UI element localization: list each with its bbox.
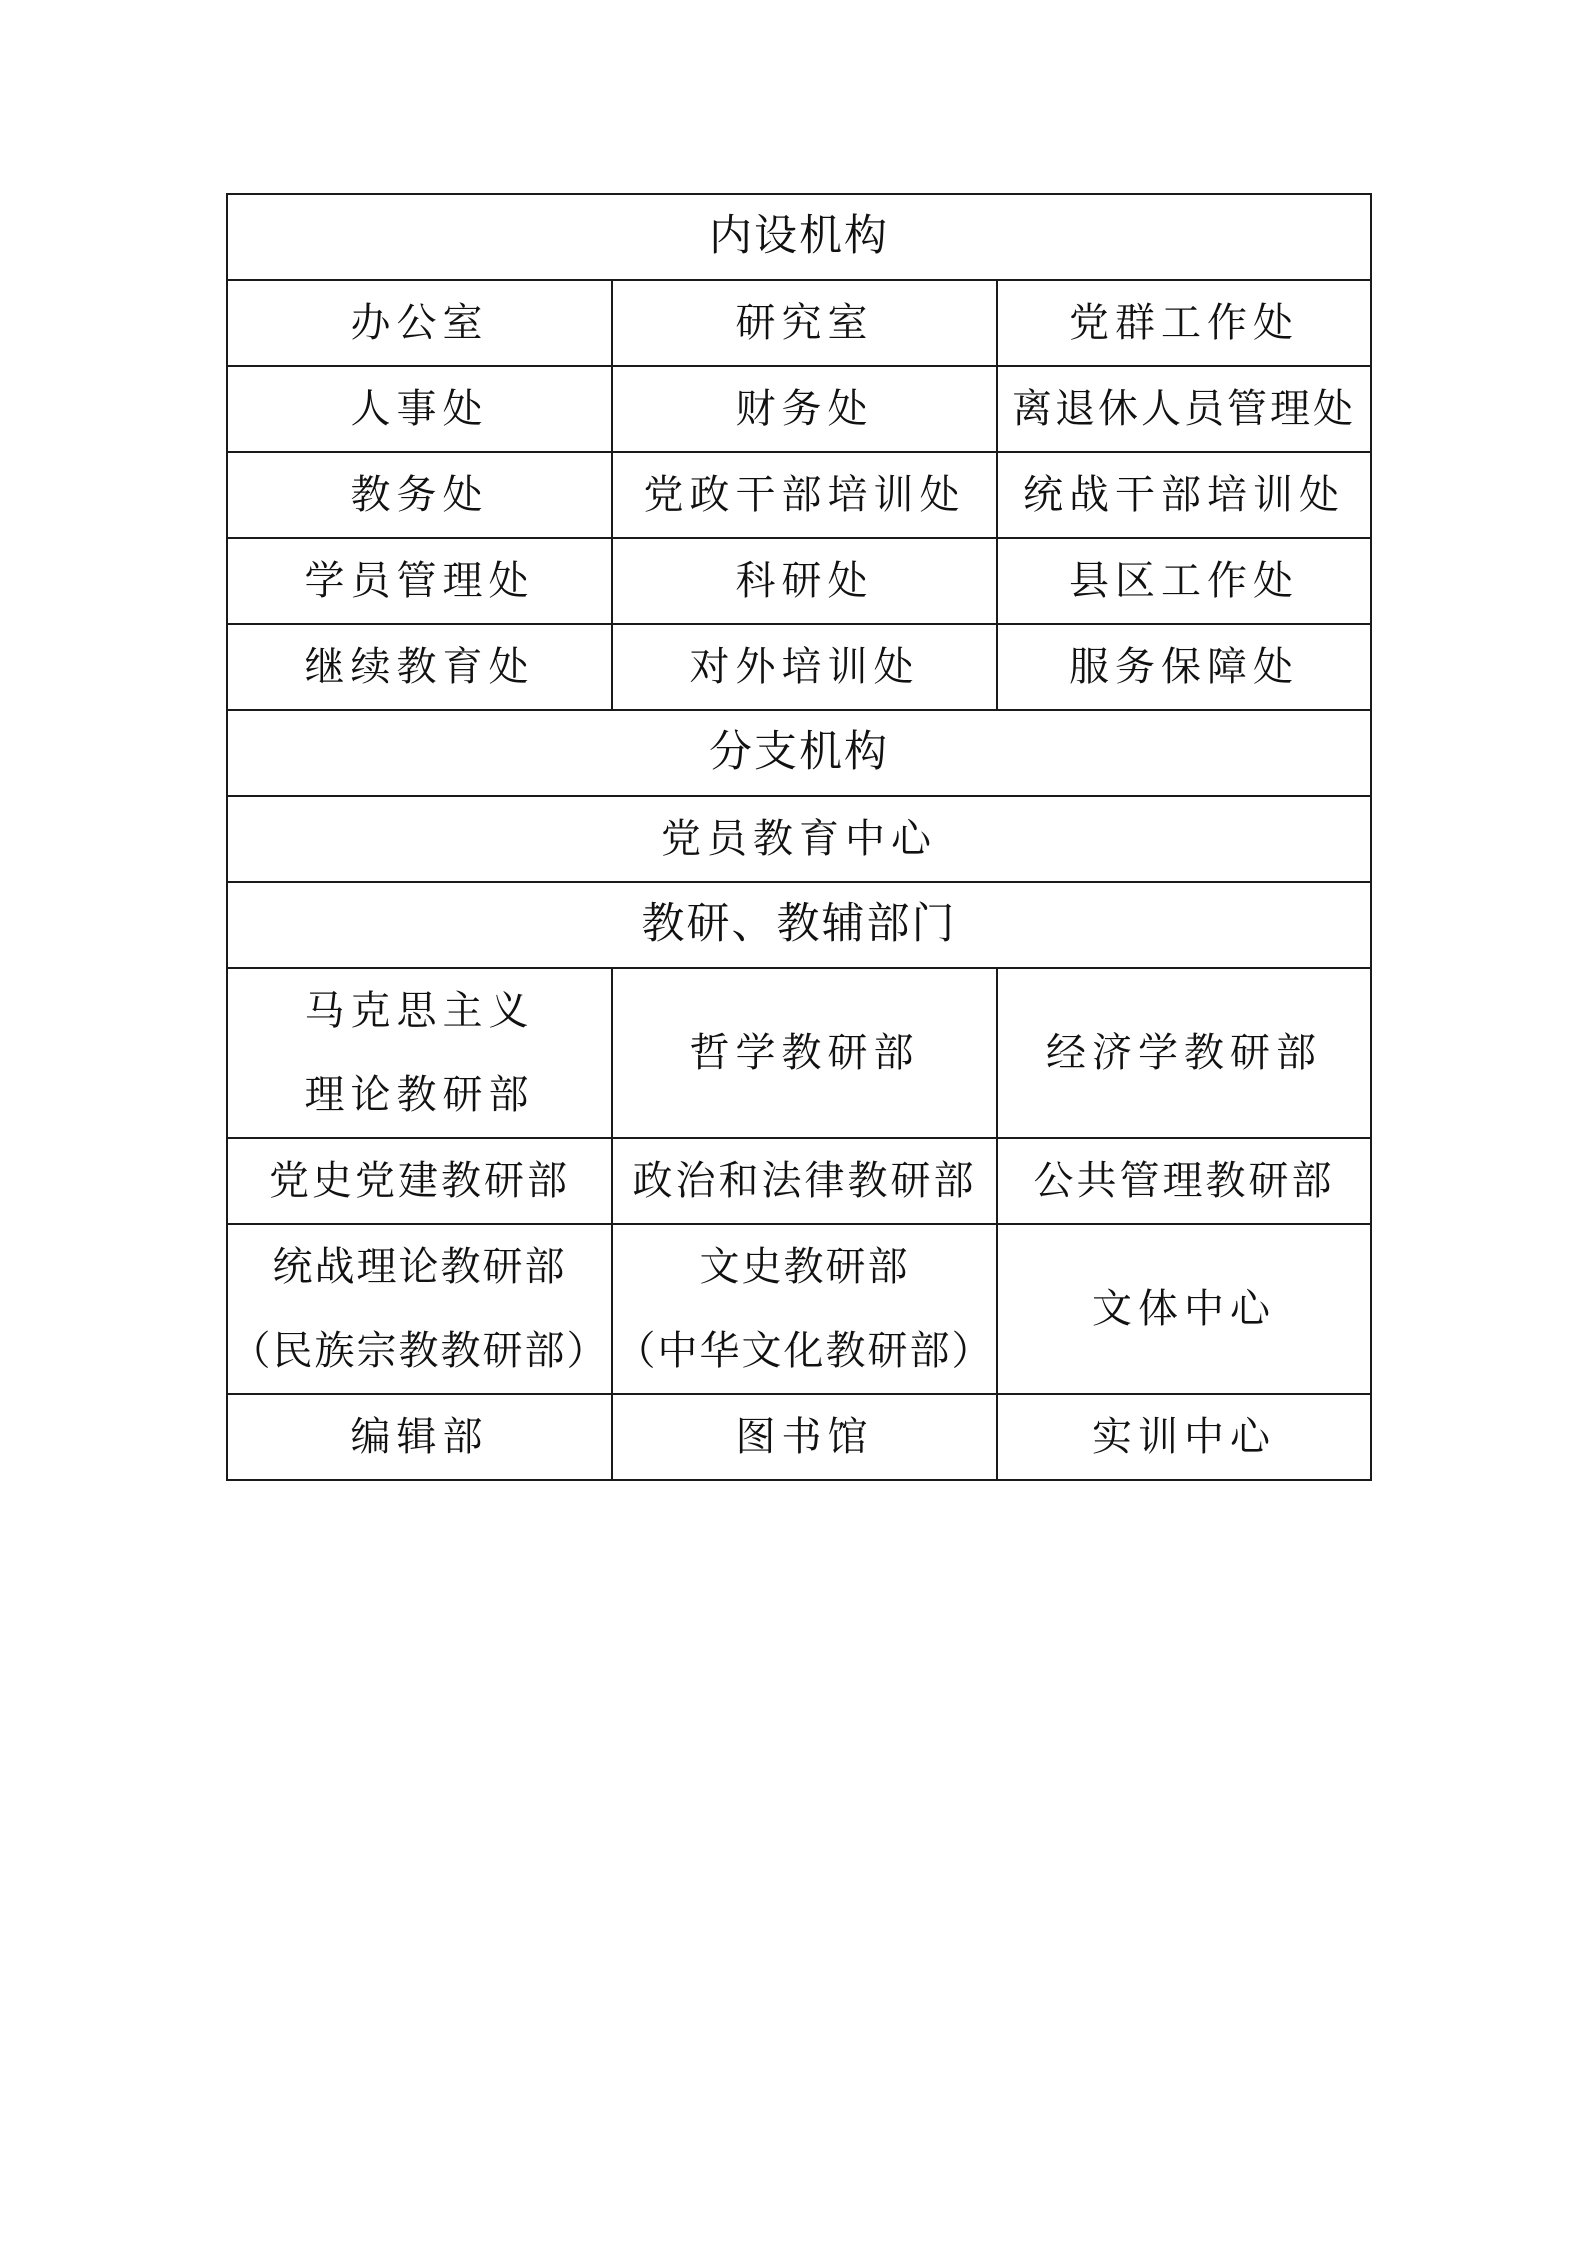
table-cell: 统战干部培训处	[997, 452, 1371, 538]
table-cell: 人事处	[227, 366, 612, 452]
cell-line: 统战理论教研部	[272, 1244, 567, 1290]
table-cell: 教务处	[227, 452, 612, 538]
table-cell: 县区工作处	[997, 538, 1371, 624]
table-cell: 对外培训处	[612, 624, 997, 710]
section-heading-teaching: 教研、教辅部门	[227, 882, 1371, 968]
table-cell: 党群工作处	[997, 280, 1371, 366]
section-heading-row	[227, 194, 1371, 280]
table-cell: 哲学教研部	[612, 968, 997, 1138]
table-cell: 编辑部	[227, 1394, 612, 1480]
table-cell	[612, 1224, 997, 1394]
section-heading-internal: 内设机构	[227, 194, 1371, 280]
section-heading-row	[227, 710, 1371, 796]
cell-line: 理论教研部	[304, 1072, 535, 1118]
table-row	[227, 452, 1371, 538]
table-row	[227, 1224, 1371, 1394]
table-row	[227, 968, 1371, 1138]
table-cell: 党政干部培训处	[612, 452, 997, 538]
table-row	[227, 366, 1371, 452]
table-cell: 服务保障处	[997, 624, 1371, 710]
table-cell: 党史党建教研部	[227, 1138, 612, 1224]
section-heading-branch: 分支机构	[227, 710, 1371, 796]
organization-table	[226, 193, 1372, 1481]
table-cell: 离退休人员管理处	[997, 366, 1371, 452]
cell-line: （民族宗教教研部）	[230, 1328, 609, 1374]
table-cell: 文体中心	[997, 1224, 1371, 1394]
table-cell: 财务处	[612, 366, 997, 452]
table-cell: 学员管理处	[227, 538, 612, 624]
table-cell: 继续教育处	[227, 624, 612, 710]
table-row	[227, 280, 1371, 366]
section-heading-row	[227, 882, 1371, 968]
table-row	[227, 1138, 1371, 1224]
table-cell: 办公室	[227, 280, 612, 366]
table-cell: 经济学教研部	[997, 968, 1371, 1138]
table-cell: 党员教育中心	[227, 796, 1371, 882]
table-row	[227, 538, 1371, 624]
cell-line: （中华文化教研部）	[615, 1328, 994, 1374]
table-row	[227, 624, 1371, 710]
table-cell: 公共管理教研部	[997, 1138, 1371, 1224]
table-cell: 实训中心	[997, 1394, 1371, 1480]
table-cell: 图书馆	[612, 1394, 997, 1480]
cell-line: 文史教研部	[699, 1244, 910, 1290]
table-row	[227, 796, 1371, 882]
table-row	[227, 1394, 1371, 1480]
table-cell: 研究室	[612, 280, 997, 366]
table-cell: 政治和法律教研部	[612, 1138, 997, 1224]
cell-line: 马克思主义	[304, 988, 535, 1034]
table-cell: 科研处	[612, 538, 997, 624]
table-cell	[227, 1224, 612, 1394]
table-cell	[227, 968, 612, 1138]
